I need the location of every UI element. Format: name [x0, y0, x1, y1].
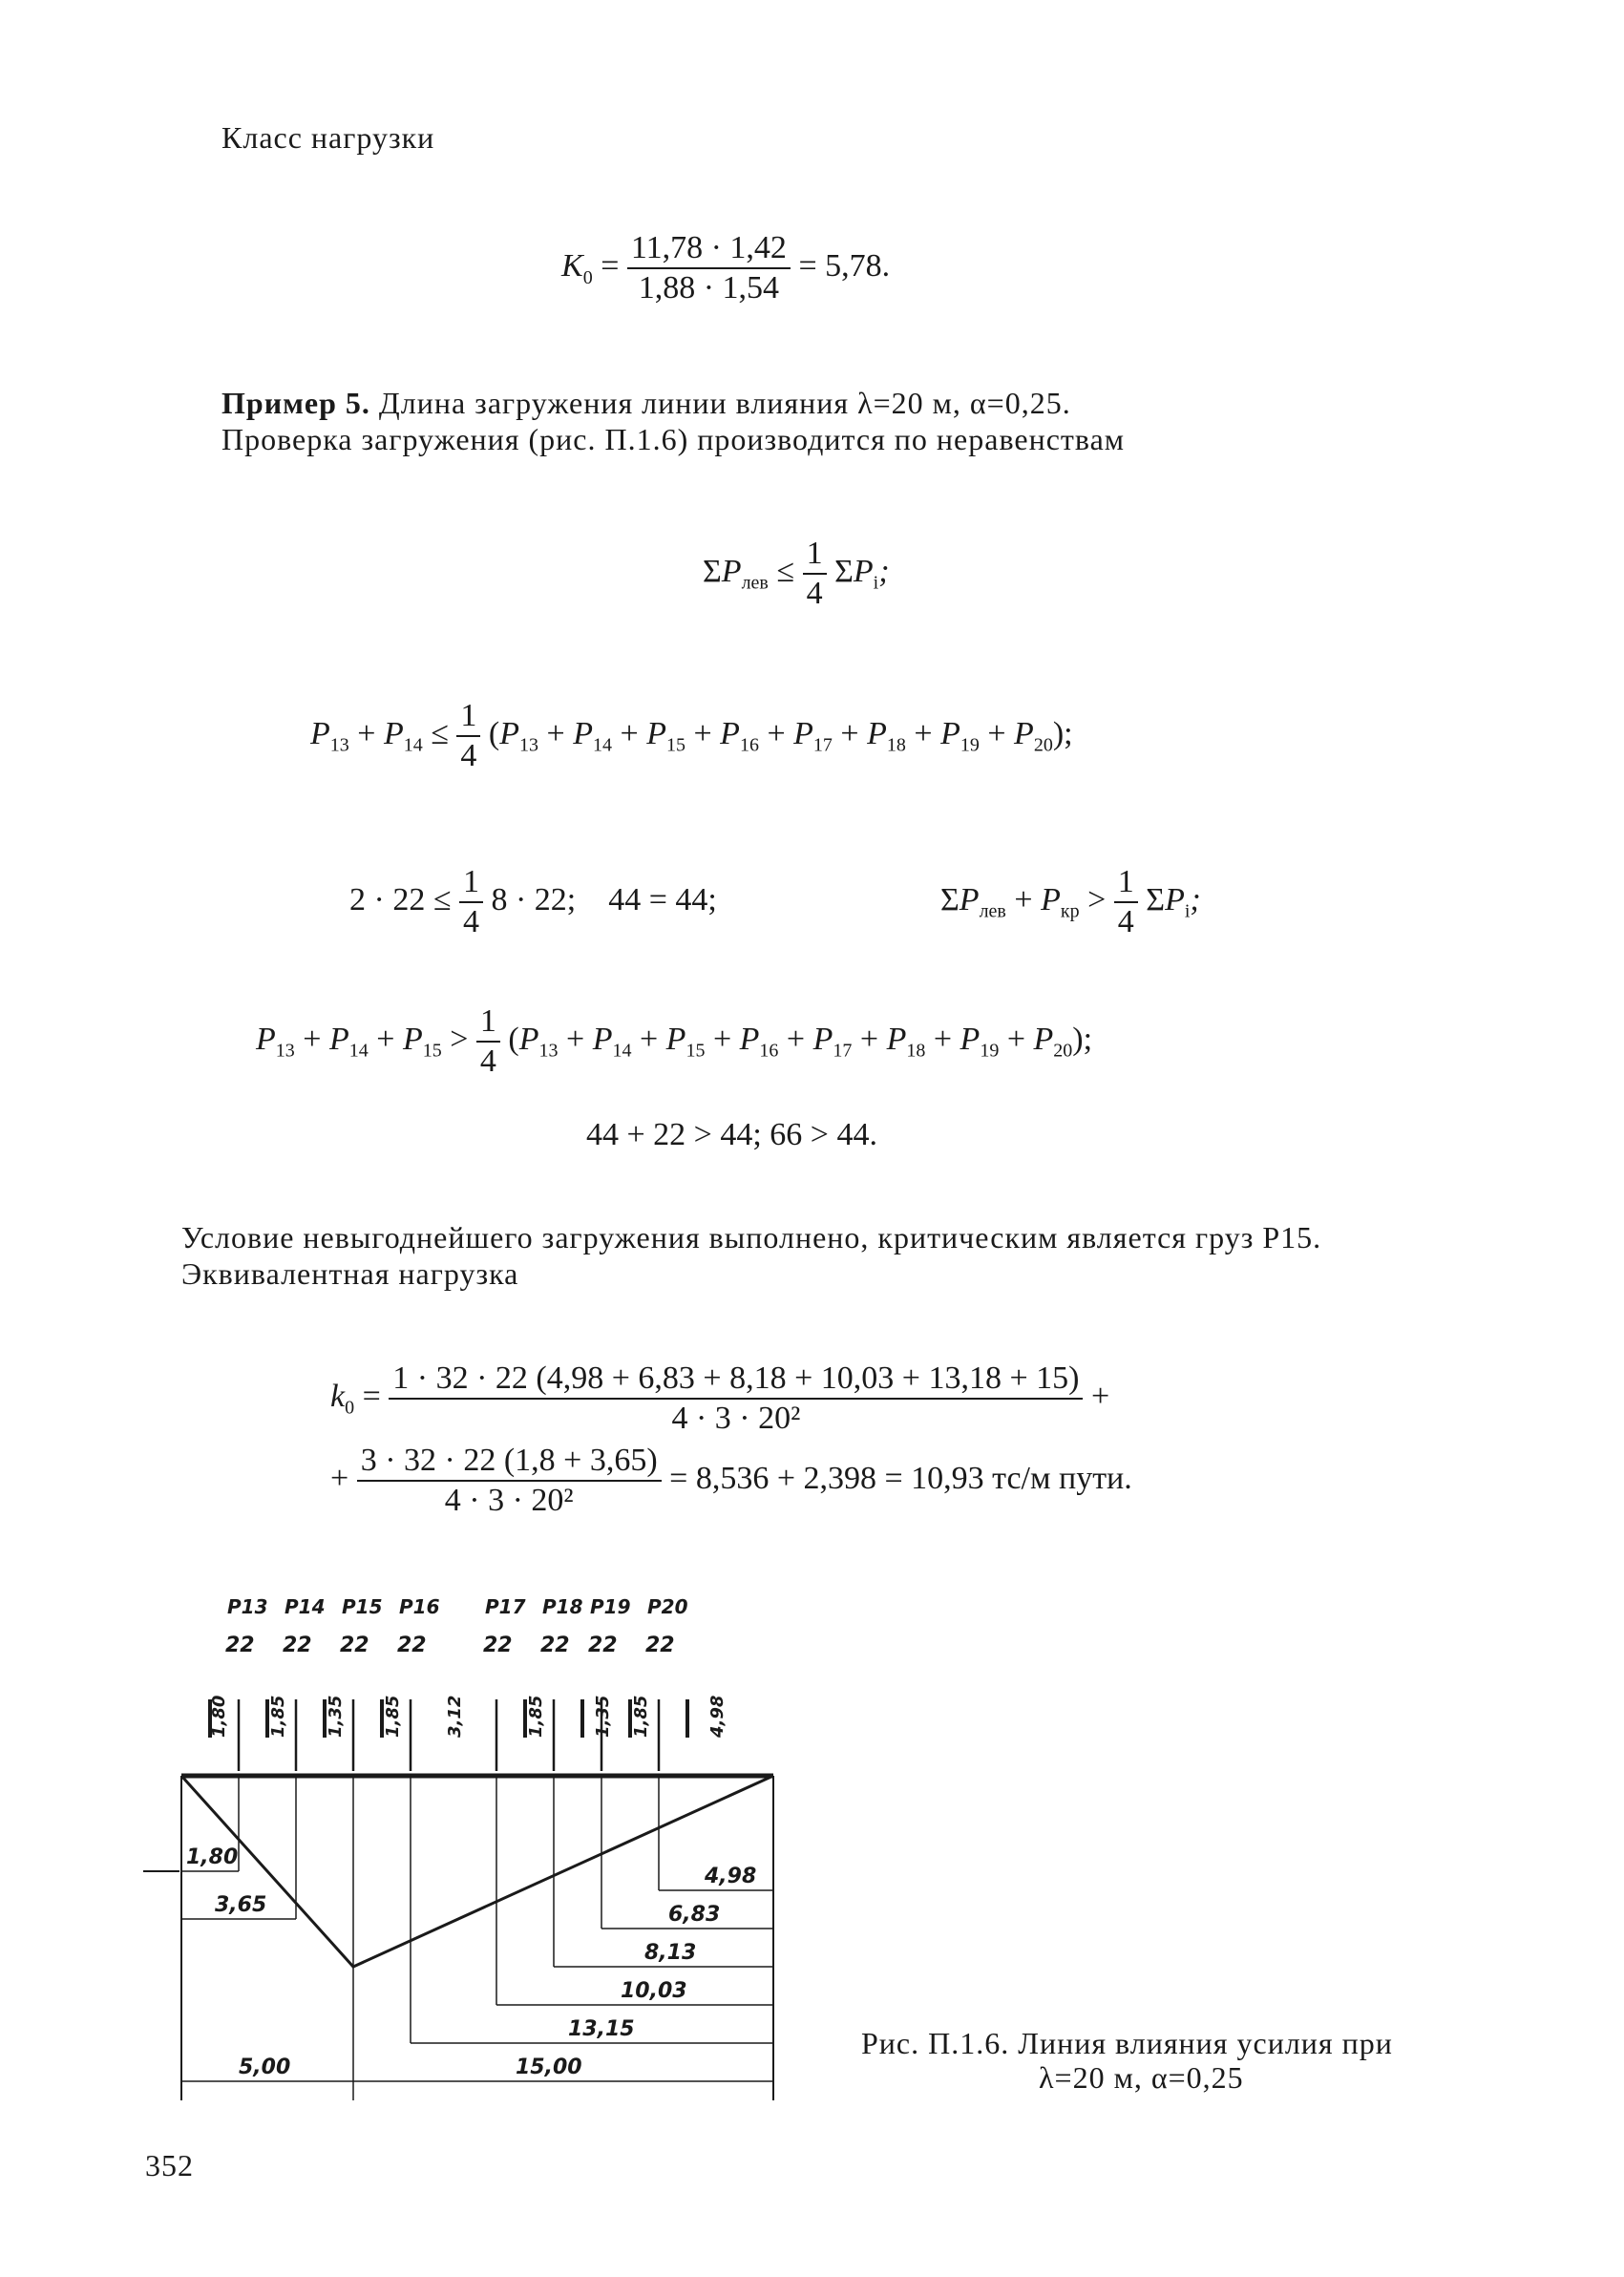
formula-k0-class: $K_0$ = $\frac{11,78 \cdot 1,42}{1,88 \cdot 1,54}$ = 5,78.	[561, 230, 891, 306]
load-value: 22	[225, 1634, 255, 1657]
figure-caption-line-1: Рис. П.1.6. Линия влияния усилия при	[861, 2026, 1393, 2060]
spacing-label: 1,85	[526, 1695, 546, 1738]
load-label-p19: P19	[590, 1595, 631, 1618]
load-label-p15: P15	[342, 1595, 383, 1618]
k0-eq-denominator-2: 4 · 3 · 20²	[444, 1483, 574, 1518]
load-label-p20: P20	[647, 1595, 688, 1618]
k0-eq-numerator-1: 1 · 32 · 22 (4,98 + 6,83 + 8,18 + 10,03 + 13,18 + 15)	[389, 1360, 1083, 1400]
dim-right-6-83: 6,83	[668, 1903, 721, 1927]
load-value: 22	[540, 1634, 570, 1657]
page-number: 352	[145, 2148, 194, 2182]
dim-right-13-15: 13,15	[568, 2017, 635, 2041]
example-title: Пример 5.	[221, 386, 370, 420]
spacing-label: 1,85	[631, 1695, 651, 1738]
load-value: 22	[645, 1634, 675, 1657]
conclusion-line-2: Эквивалентная нагрузка	[181, 1256, 519, 1291]
k0-numerator: 11,78 · 1,42	[627, 229, 791, 269]
load-label-p13: P13	[227, 1595, 268, 1618]
figure-caption-line-2: λ=20 м, α=0,25	[1039, 2060, 1244, 2095]
conclusion-line-1: Условие невыгоднейшего загружения выполнено, критическим является груз P15.	[181, 1220, 1322, 1254]
dim-right-8-13: 8,13	[644, 1941, 697, 1965]
dim-right-4-98: 4,98	[705, 1865, 757, 1888]
spacing-label: 1,35	[326, 1695, 346, 1738]
load-label-p17: P17	[485, 1595, 526, 1618]
formula-k0-equivalent-2: + $\frac{3 \cdot 32 \cdot 22 (1,8 + 3,65)}{\text{4 · 3 · 20²}}$ = 8,536 + 2,398 = 10,93 тс/м пути.	[330, 1443, 1132, 1518]
k0-eq-denominator-1: 4 · 3 · 20²	[671, 1401, 801, 1436]
k0-eq-result: = 8,536 + 2,398 = 10,93 тс/м пути.	[669, 1460, 1132, 1496]
dim-right-15-00: 15,00	[516, 2056, 582, 2079]
load-value: 22	[483, 1634, 513, 1657]
spacing-label: 1,35	[593, 1695, 613, 1738]
k0-symbol: $K_0$	[561, 247, 593, 288]
influence-line-figure	[134, 1585, 783, 2110]
load-value: 22	[283, 1634, 312, 1657]
inequality-3-left: 2 · 22 ≤ $\frac{1}{4}$ 8 · 22; 44 = 44;	[349, 864, 717, 939]
formula-k0-equivalent-1: $k_0$ = $\frac{1 \cdot 32 \cdot 22 (4,98 + 6,83 + 8,18 + 10,03 + 13,18 + 15)}{\text{4 · 3 · 20²}}$ +	[330, 1360, 1110, 1436]
k0-denominator: 1,88 · 1,54	[638, 270, 780, 306]
load-value: 22	[397, 1634, 427, 1657]
spacing-label: 1,85	[383, 1695, 403, 1738]
dim-right-10-03: 10,03	[621, 1979, 687, 2003]
dim-left-1-80: 1,80	[186, 1845, 239, 1869]
example-line-1	[221, 384, 1071, 422]
influence-line	[181, 1776, 773, 1967]
dim-left-3-65: 3,65	[215, 1893, 267, 1917]
inequality-3-right: $\Sigma P_{лев} + P_{кр}$ > $\frac{1}{4}$ $\Sigma P_i$;	[940, 864, 1201, 939]
inequality-4: $P_{13} + P_{14} + P_{15}$ > $\frac{1}{4}$ $(P_{13} + P_{14} + P_{15} + P_{16} + P_{17} + P_{18} + P_{19} + P_{20})$;	[256, 1003, 1093, 1079]
k0-fraction	[627, 229, 791, 307]
inequality-5: 44 + 22 > 44; 66 > 44.	[586, 1117, 877, 1152]
spacing-label: 4,98	[707, 1695, 728, 1738]
spacing-label: 3,12	[445, 1695, 465, 1738]
dim-left-5-00: 5,00	[239, 2056, 291, 2079]
load-label-p14: P14	[285, 1595, 326, 1618]
example-line-2: Проверка загружения (рис. П.1.6) производится по неравенствам	[221, 422, 1126, 456]
spacing-label: 1,85	[268, 1695, 288, 1738]
load-value: 22	[340, 1634, 369, 1657]
inequality-2: $P_{13} + P_{14}$ ≤ $\frac{1}{4}$ $(P_{13} + P_{14} + P_{15} + P_{16} + P_{17} + P_{18} + P_{19} + P_{20})$;	[310, 698, 1073, 773]
load-value: 22	[588, 1634, 618, 1657]
k0-eq-numerator-2: 3 · 32 · 22 (1,8 + 3,65)	[357, 1442, 662, 1482]
spacing-label: 1,80	[209, 1695, 229, 1738]
load-class-heading: Класс нагрузки	[221, 120, 435, 155]
k0-result: = 5,78.	[798, 247, 891, 284]
load-label-p18: P18	[542, 1595, 583, 1618]
example-text-1: Длина загружения линии влияния λ=20 м, α=0,25.	[378, 386, 1071, 420]
load-label-p16: P16	[399, 1595, 440, 1618]
inequality-1: $\Sigma P_{лев}$ ≤ $\frac{1}{4}$ $\Sigma P_i$;	[703, 536, 890, 611]
